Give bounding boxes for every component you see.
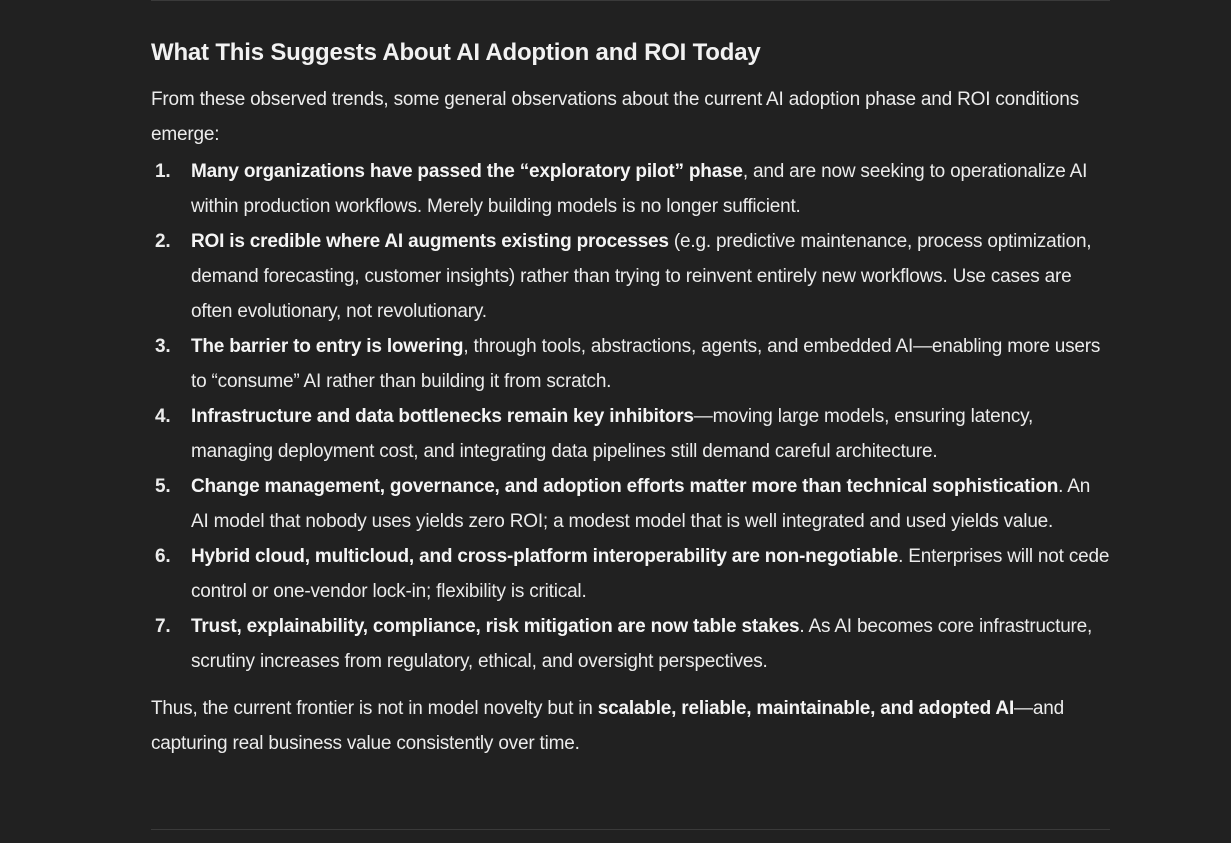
list-item-text: . Enterprises will not cede control or one-vendor lock-in; flexibility is critical. — [191, 546, 1110, 602]
observations-list — [151, 154, 1111, 679]
list-item-6 — [151, 539, 1111, 609]
list-item-3 — [151, 329, 1111, 399]
list-item-5 — [151, 469, 1111, 539]
top-divider — [151, 0, 1110, 1]
closing-text-bold: scalable, reliable, maintainable, and adopted AI — [597, 698, 1015, 719]
list-item-text: , through tools, abstractions, agents, and embedded AI—enabling more users to “consume” AI rather than building it from scratch. — [191, 336, 1101, 392]
list-number: 6. — [155, 546, 171, 567]
list-number: 5. — [155, 476, 171, 497]
list-number: 1. — [155, 161, 171, 182]
list-item-bold: The barrier to entry is lowering — [191, 336, 464, 357]
list-item-2 — [151, 224, 1111, 329]
list-number: 3. — [155, 336, 171, 357]
list-number: 4. — [155, 406, 171, 427]
list-item-bold: Trust, explainability, compliance, risk mitigation are now table stakes — [191, 616, 800, 637]
list-item-4 — [151, 399, 1111, 469]
list-item-text: (e.g. predictive maintenance, process optimization, demand forecasting, customer insights) rather than trying to reinvent entirely new workflows. Use cases are often evolutionary, not revolutionary. — [191, 231, 1092, 322]
list-item-bold: Hybrid cloud, multicloud, and cross-platform interoperability are non-negotiable — [191, 546, 899, 567]
list-item-bold: Change management, governance, and adoption efforts matter more than technical sophistication — [191, 476, 1059, 497]
list-item-7 — [151, 609, 1111, 679]
list-item-1 — [151, 154, 1111, 224]
list-item-text: . As AI becomes core infrastructure, scrutiny increases from regulatory, ethical, and oversight perspectives. — [191, 616, 1093, 672]
closing-text-post: —and capturing real business value consistently over time. — [151, 698, 1064, 754]
list-number: 7. — [155, 616, 171, 637]
list-item-text: . An AI model that nobody uses yields zero ROI; a modest model that is well integrated and used yields value. — [191, 476, 1091, 532]
list-item-text: , and are now seeking to operationalize AI within production workflows. Merely building models is no longer sufficient. — [191, 161, 1088, 217]
section-heading: What This Suggests About AI Adoption and ROI Today — [151, 39, 761, 66]
bottom-divider — [151, 829, 1110, 830]
closing-paragraph — [151, 691, 1111, 761]
list-item-bold: Many organizations have passed the “exploratory pilot” phase — [191, 161, 743, 182]
list-item-text: —moving large models, ensuring latency, managing deployment cost, and integrating data pipelines still demand careful architecture. — [191, 406, 1034, 462]
list-number: 2. — [155, 231, 171, 252]
response-section — [151, 36, 1111, 761]
closing-text-pre: Thus, the current frontier is not in model novelty but in — [151, 698, 598, 719]
list-item-bold: Infrastructure and data bottlenecks remain key inhibitors — [191, 406, 694, 427]
intro-paragraph: From these observed trends, some general observations about the current AI adoption phase and ROI conditions emerge: — [151, 89, 1079, 145]
list-item-bold: ROI is credible where AI augments existing processes — [191, 231, 669, 252]
